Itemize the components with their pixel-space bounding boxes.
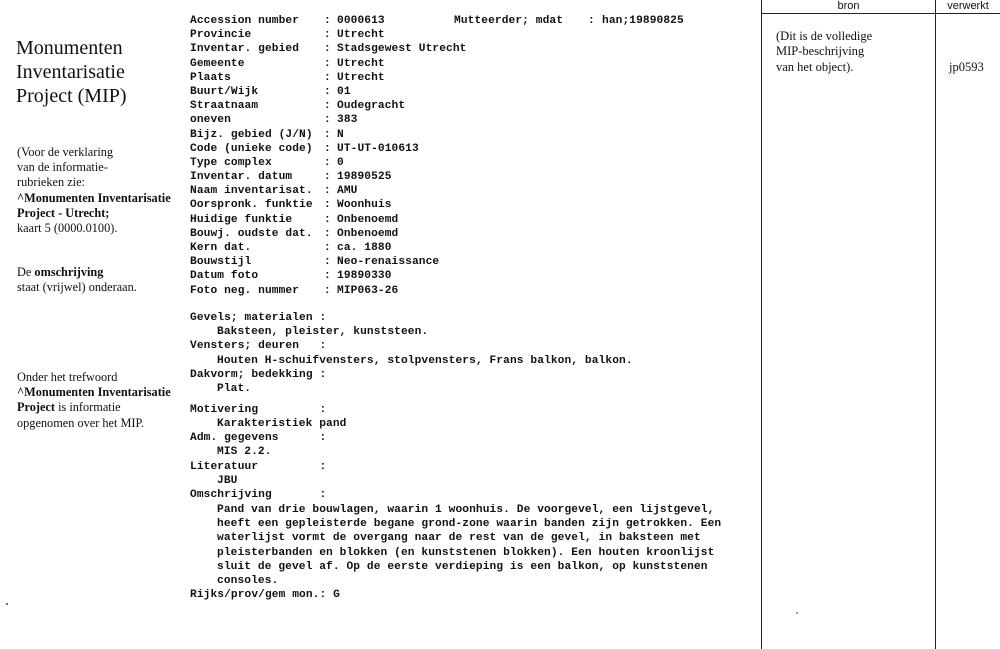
- verwerkt-code: jp0593: [949, 60, 984, 74]
- field-value: Utrecht: [337, 71, 385, 84]
- mip-title-line-3: Project (MIP): [16, 85, 127, 107]
- note-text: De: [17, 265, 35, 279]
- column-header-bron: bron: [837, 0, 860, 12]
- header-rule: [761, 13, 1000, 14]
- field-label: Huidige funktie: [190, 213, 293, 226]
- note-information-rubrics: [17, 145, 187, 236]
- mip-title-line-1: Monumenten: [16, 37, 123, 59]
- field-value: 19890330: [337, 270, 392, 283]
- field-label: Accession number: [190, 15, 300, 27]
- field-label: Gemeente: [190, 57, 245, 70]
- record-field-row: [190, 42, 760, 56]
- field-colon: :: [324, 71, 331, 84]
- field-colon: :: [324, 171, 331, 184]
- bron-note: [776, 29, 931, 75]
- record-field-row: [190, 227, 760, 241]
- section-body-line: Baksteen, pleister, kunststeen.: [217, 326, 429, 339]
- note-line: van de informatie-: [17, 160, 108, 175]
- field-label: Type complex: [190, 156, 272, 169]
- record-monument-status: Rijks/prov/gem mon.: G: [190, 589, 340, 602]
- field-label: Naam inventarisat.: [190, 185, 313, 198]
- field-value: N: [337, 128, 344, 141]
- note-bold-keyword: ^Monumenten Inventarisatie: [17, 385, 171, 400]
- mutator-value: han;19890825: [602, 15, 684, 27]
- section-body-line: waterlijst vormt de overgang naar de rest van de gevel, in baksteen met: [217, 532, 701, 545]
- field-colon: :: [324, 242, 331, 254]
- field-value: UT-UT-010613: [337, 142, 419, 155]
- note-description-location: [17, 265, 187, 295]
- record-sections: [190, 311, 760, 589]
- note-bold-reference: ^Monumenten Inventarisatie: [17, 190, 171, 205]
- record-field-row: [190, 14, 760, 28]
- record-field-row: [190, 284, 760, 298]
- note-line: staat (vrijwel) onderaan.: [17, 280, 137, 295]
- section-body-line: Plat.: [217, 383, 252, 396]
- record-field-row: [190, 28, 760, 42]
- bron-line: van het object).: [776, 59, 854, 74]
- record-field-row: [190, 128, 760, 142]
- note-line: (Voor de verklaring: [17, 145, 114, 159]
- field-colon: :: [324, 100, 331, 113]
- mip-title-line-2: Inventarisatie: [16, 61, 125, 83]
- field-value: 19890525: [337, 171, 392, 184]
- section-body-line: Pand van drie bouwlagen, waarin 1 woonhuis. De voorgevel, een lijstgevel,: [217, 503, 715, 516]
- record-field-row: [190, 241, 760, 255]
- mutator-label: Mutteerder; mdat: [454, 15, 564, 27]
- field-value: Onbenoemd: [337, 227, 399, 240]
- field-value: Stadsgewest Utrecht: [337, 43, 467, 56]
- field-label: Bijz. gebied (J/N): [190, 128, 313, 141]
- field-label: Provincie: [190, 29, 252, 42]
- record-field-row: [190, 198, 760, 212]
- field-label: Kern dat.: [190, 242, 252, 254]
- record-field-row: [190, 156, 760, 170]
- note-keyword: [17, 370, 187, 431]
- note-bold-keyword: omschrijving: [34, 265, 104, 279]
- field-value: 383: [337, 114, 358, 127]
- column-divider: [761, 0, 762, 649]
- mip-record: [190, 14, 760, 603]
- bron-line: MIP-beschrijving: [776, 44, 865, 59]
- field-value: Utrecht: [337, 29, 385, 42]
- field-colon: :: [324, 29, 331, 42]
- field-label: Inventar. datum: [190, 171, 293, 184]
- field-colon: :: [324, 15, 331, 27]
- field-value: Woonhuis: [337, 199, 392, 212]
- field-value: ca. 1880: [337, 242, 392, 254]
- record-field-row: [190, 255, 760, 269]
- field-colon: :: [324, 270, 331, 283]
- mip-title: [16, 36, 186, 108]
- note-bold-reference: Project - Utrecht;: [17, 205, 110, 220]
- record-field-row: [190, 99, 760, 113]
- field-colon: :: [324, 227, 331, 240]
- field-value: 01: [337, 85, 351, 98]
- section-heading: Literatuur :: [190, 460, 327, 473]
- field-label: Plaats: [190, 71, 231, 84]
- note-text: is informatie: [55, 400, 121, 415]
- section-heading: Omschrijving :: [190, 489, 327, 502]
- field-colon: :: [324, 142, 331, 155]
- field-colon: :: [588, 15, 595, 27]
- record-field-row: [190, 269, 760, 283]
- section-heading: Gevels; materialen :: [190, 311, 327, 324]
- note-line: Onder het trefwoord: [17, 370, 118, 384]
- field-label: Buurt/Wijk: [190, 85, 259, 98]
- field-label: oneven: [190, 114, 231, 127]
- field-colon: :: [324, 128, 331, 141]
- scan-speck: [6, 603, 8, 605]
- field-label: Oorspronk. funktie: [190, 199, 313, 212]
- section-body-line: Houten H-schuifvensters, stolpvensters, Frans balkon, balkon.: [217, 354, 633, 367]
- record-field-row: [190, 113, 760, 127]
- field-colon: :: [324, 156, 331, 169]
- note-line: rubrieken zie:: [17, 175, 85, 190]
- note-line: opgenomen over het MIP.: [17, 415, 145, 430]
- field-value: Oudegracht: [337, 100, 406, 113]
- field-label: Bouwj. oudste dat.: [190, 227, 313, 240]
- field-label: Datum foto: [190, 270, 259, 283]
- field-label: Straatnaam: [190, 100, 259, 113]
- record-field-row: [190, 71, 760, 85]
- field-value: Onbenoemd: [337, 213, 399, 226]
- section-body-line: consoles.: [217, 575, 279, 588]
- section-body-line: MIS 2.2.: [217, 446, 272, 459]
- note-bold-keyword: Project: [17, 400, 56, 415]
- field-label: Foto neg. nummer: [190, 284, 300, 297]
- field-value: 0000613: [337, 15, 385, 27]
- record-field-row: [190, 170, 760, 184]
- record-field-row: [190, 142, 760, 156]
- field-colon: :: [324, 57, 331, 70]
- section-body-line: sluit de gevel af. Op de eerste verdieping is een balkon, op kunststenen: [217, 560, 708, 573]
- field-colon: :: [324, 85, 331, 98]
- record-field-row: [190, 85, 760, 99]
- field-colon: :: [324, 185, 331, 198]
- section-heading: Motivering :: [190, 403, 327, 416]
- section-body-line: JBU: [217, 475, 238, 488]
- field-value: MIP063-26: [337, 284, 399, 297]
- field-value: 0: [337, 156, 344, 169]
- field-colon: :: [324, 213, 331, 226]
- record-field-row: [190, 184, 760, 198]
- field-value: AMU: [337, 185, 358, 198]
- column-header-verwerkt: verwerkt: [947, 0, 989, 12]
- field-colon: :: [324, 199, 331, 212]
- field-colon: :: [324, 284, 331, 297]
- section-heading: Vensters; deuren :: [190, 340, 327, 353]
- section-body-line: heeft een gepleisterde begane grond-zone waarin banden zijn getrokken. Een: [217, 517, 722, 530]
- column-divider: [935, 0, 936, 649]
- record-field-row: [190, 213, 760, 227]
- field-value: Neo-renaissance: [337, 256, 440, 269]
- section-body-line: pleisterbanden en blokken (en kunststenen blokken). Een houten kroonlijst: [217, 546, 715, 559]
- note-line: kaart 5 (0000.0100).: [17, 221, 118, 236]
- field-value: Utrecht: [337, 57, 385, 70]
- field-colon: :: [324, 256, 331, 269]
- record-fields: [190, 14, 760, 298]
- field-label: Bouwstijl: [190, 256, 252, 269]
- section-body-line: Karakteristiek pand: [217, 417, 347, 430]
- field-label: Code (unieke code): [190, 142, 313, 155]
- field-colon: :: [324, 114, 331, 127]
- record-field-row: [190, 57, 760, 71]
- section-heading: Dakvorm; bedekking :: [190, 368, 327, 381]
- section-heading: Adm. gegevens :: [190, 432, 327, 445]
- scan-speck: [796, 612, 798, 614]
- field-label: Inventar. gebied: [190, 43, 300, 56]
- field-colon: :: [324, 43, 331, 56]
- bron-line: (Dit is de volledige: [776, 29, 873, 43]
